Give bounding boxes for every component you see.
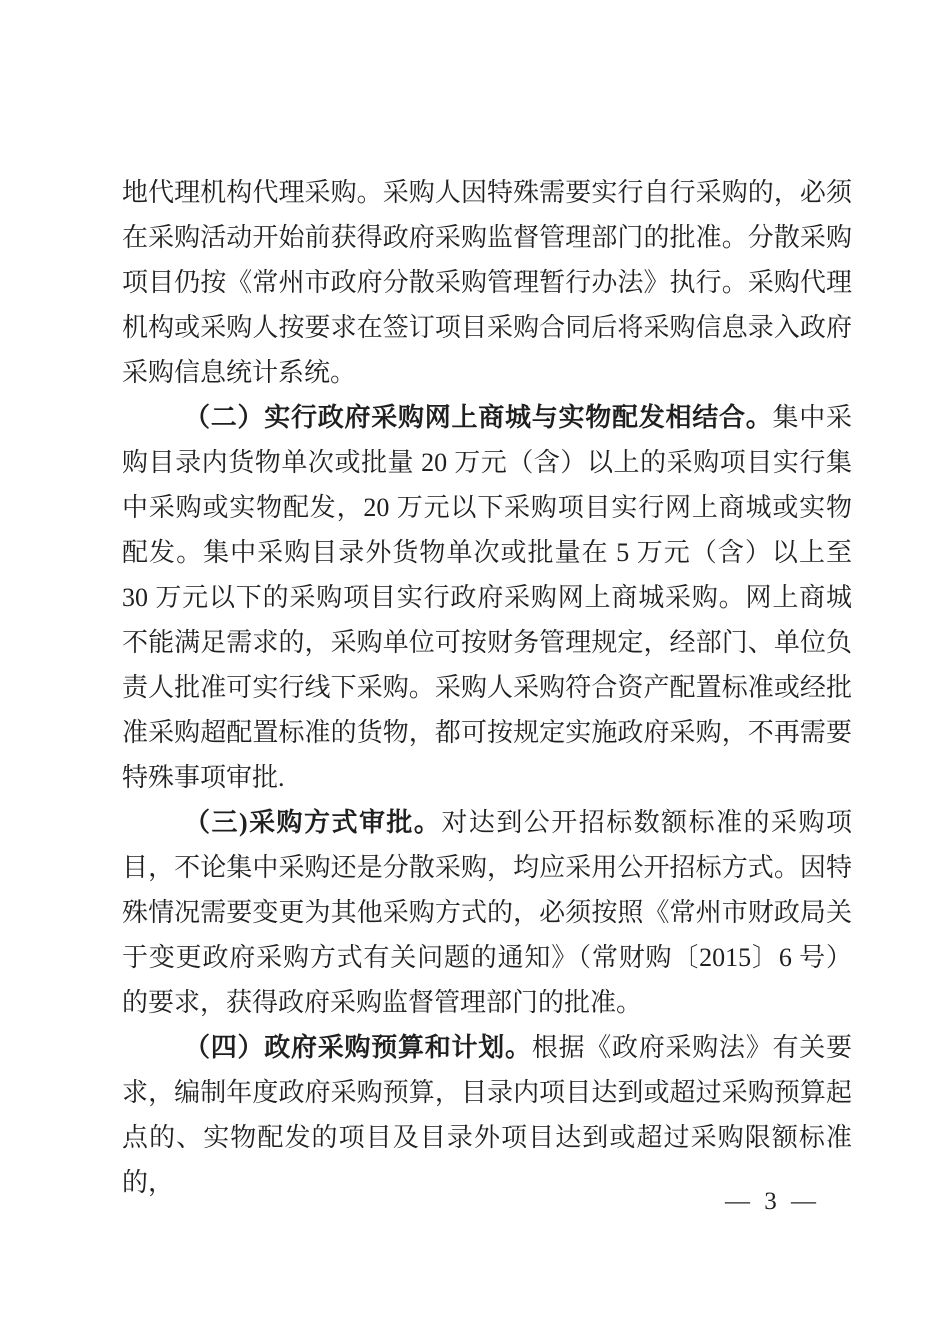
paragraph-heading-run: （二）实行政府采购网上商城与实物配发相结合。 bbox=[184, 403, 773, 432]
document-body bbox=[122, 170, 852, 1205]
text-run: 对达到公开招标数额标准的采购项目，不论集中采购还是分散采购，均应采用公开招标方式。因特殊情况需要变更为其他采购方式的，必须按照《常州市财政局关于变更政府采购方式有关问题的通知》（常财购〔2015〕6 号）的要求，获得政府采购监督管理部门的批准。 bbox=[122, 808, 852, 1017]
text-run: 根据《政府采购法》有关要求，编制年度政府采购预算，目录内项目达到或超过采购预算起点的、实物配发的项目及目录外项目达到或超过采购限额标准的， bbox=[122, 1033, 852, 1197]
paragraph-heading-run: （三)采购方式审批。 bbox=[184, 808, 442, 837]
paragraph bbox=[122, 800, 852, 1025]
page-number: — 3 — bbox=[725, 1188, 820, 1215]
paragraph bbox=[122, 1025, 852, 1205]
paragraph bbox=[122, 395, 852, 800]
paragraph-heading-run: （四）政府采购预算和计划。 bbox=[184, 1033, 532, 1062]
paragraph bbox=[122, 170, 852, 395]
text-run: 地代理机构代理采购。采购人因特殊需要实行自行采购的，必须在采购活动开始前获得政府采购监督管理部门的批准。分散采购项目仍按《常州市政府分散采购管理暂行办法》执行。采购代理机构或采购人按要求在签订项目采购合同后将采购信息录入政府采购信息统计系统。 bbox=[122, 178, 852, 387]
text-run: 集中采购目录内货物单次或批量 20 万元（含）以上的采购项目实行集中采购或实物配发，20 万元以下采购项目实行网上商城或实物配发。集中采购目录外货物单次或批量在 5 万元（含）以上至 30 万元以下的采购项目实行政府采购网上商城采购。网上商城不能满足需求的，采购单位可按财务管理规定，经部门、单位负责人批准可实行线下采购。采购人采购符合资产配置标准或经批准采购超配置标准的货物，都可按规定实施政府采购，不再需要特殊事项审批. bbox=[122, 403, 852, 792]
